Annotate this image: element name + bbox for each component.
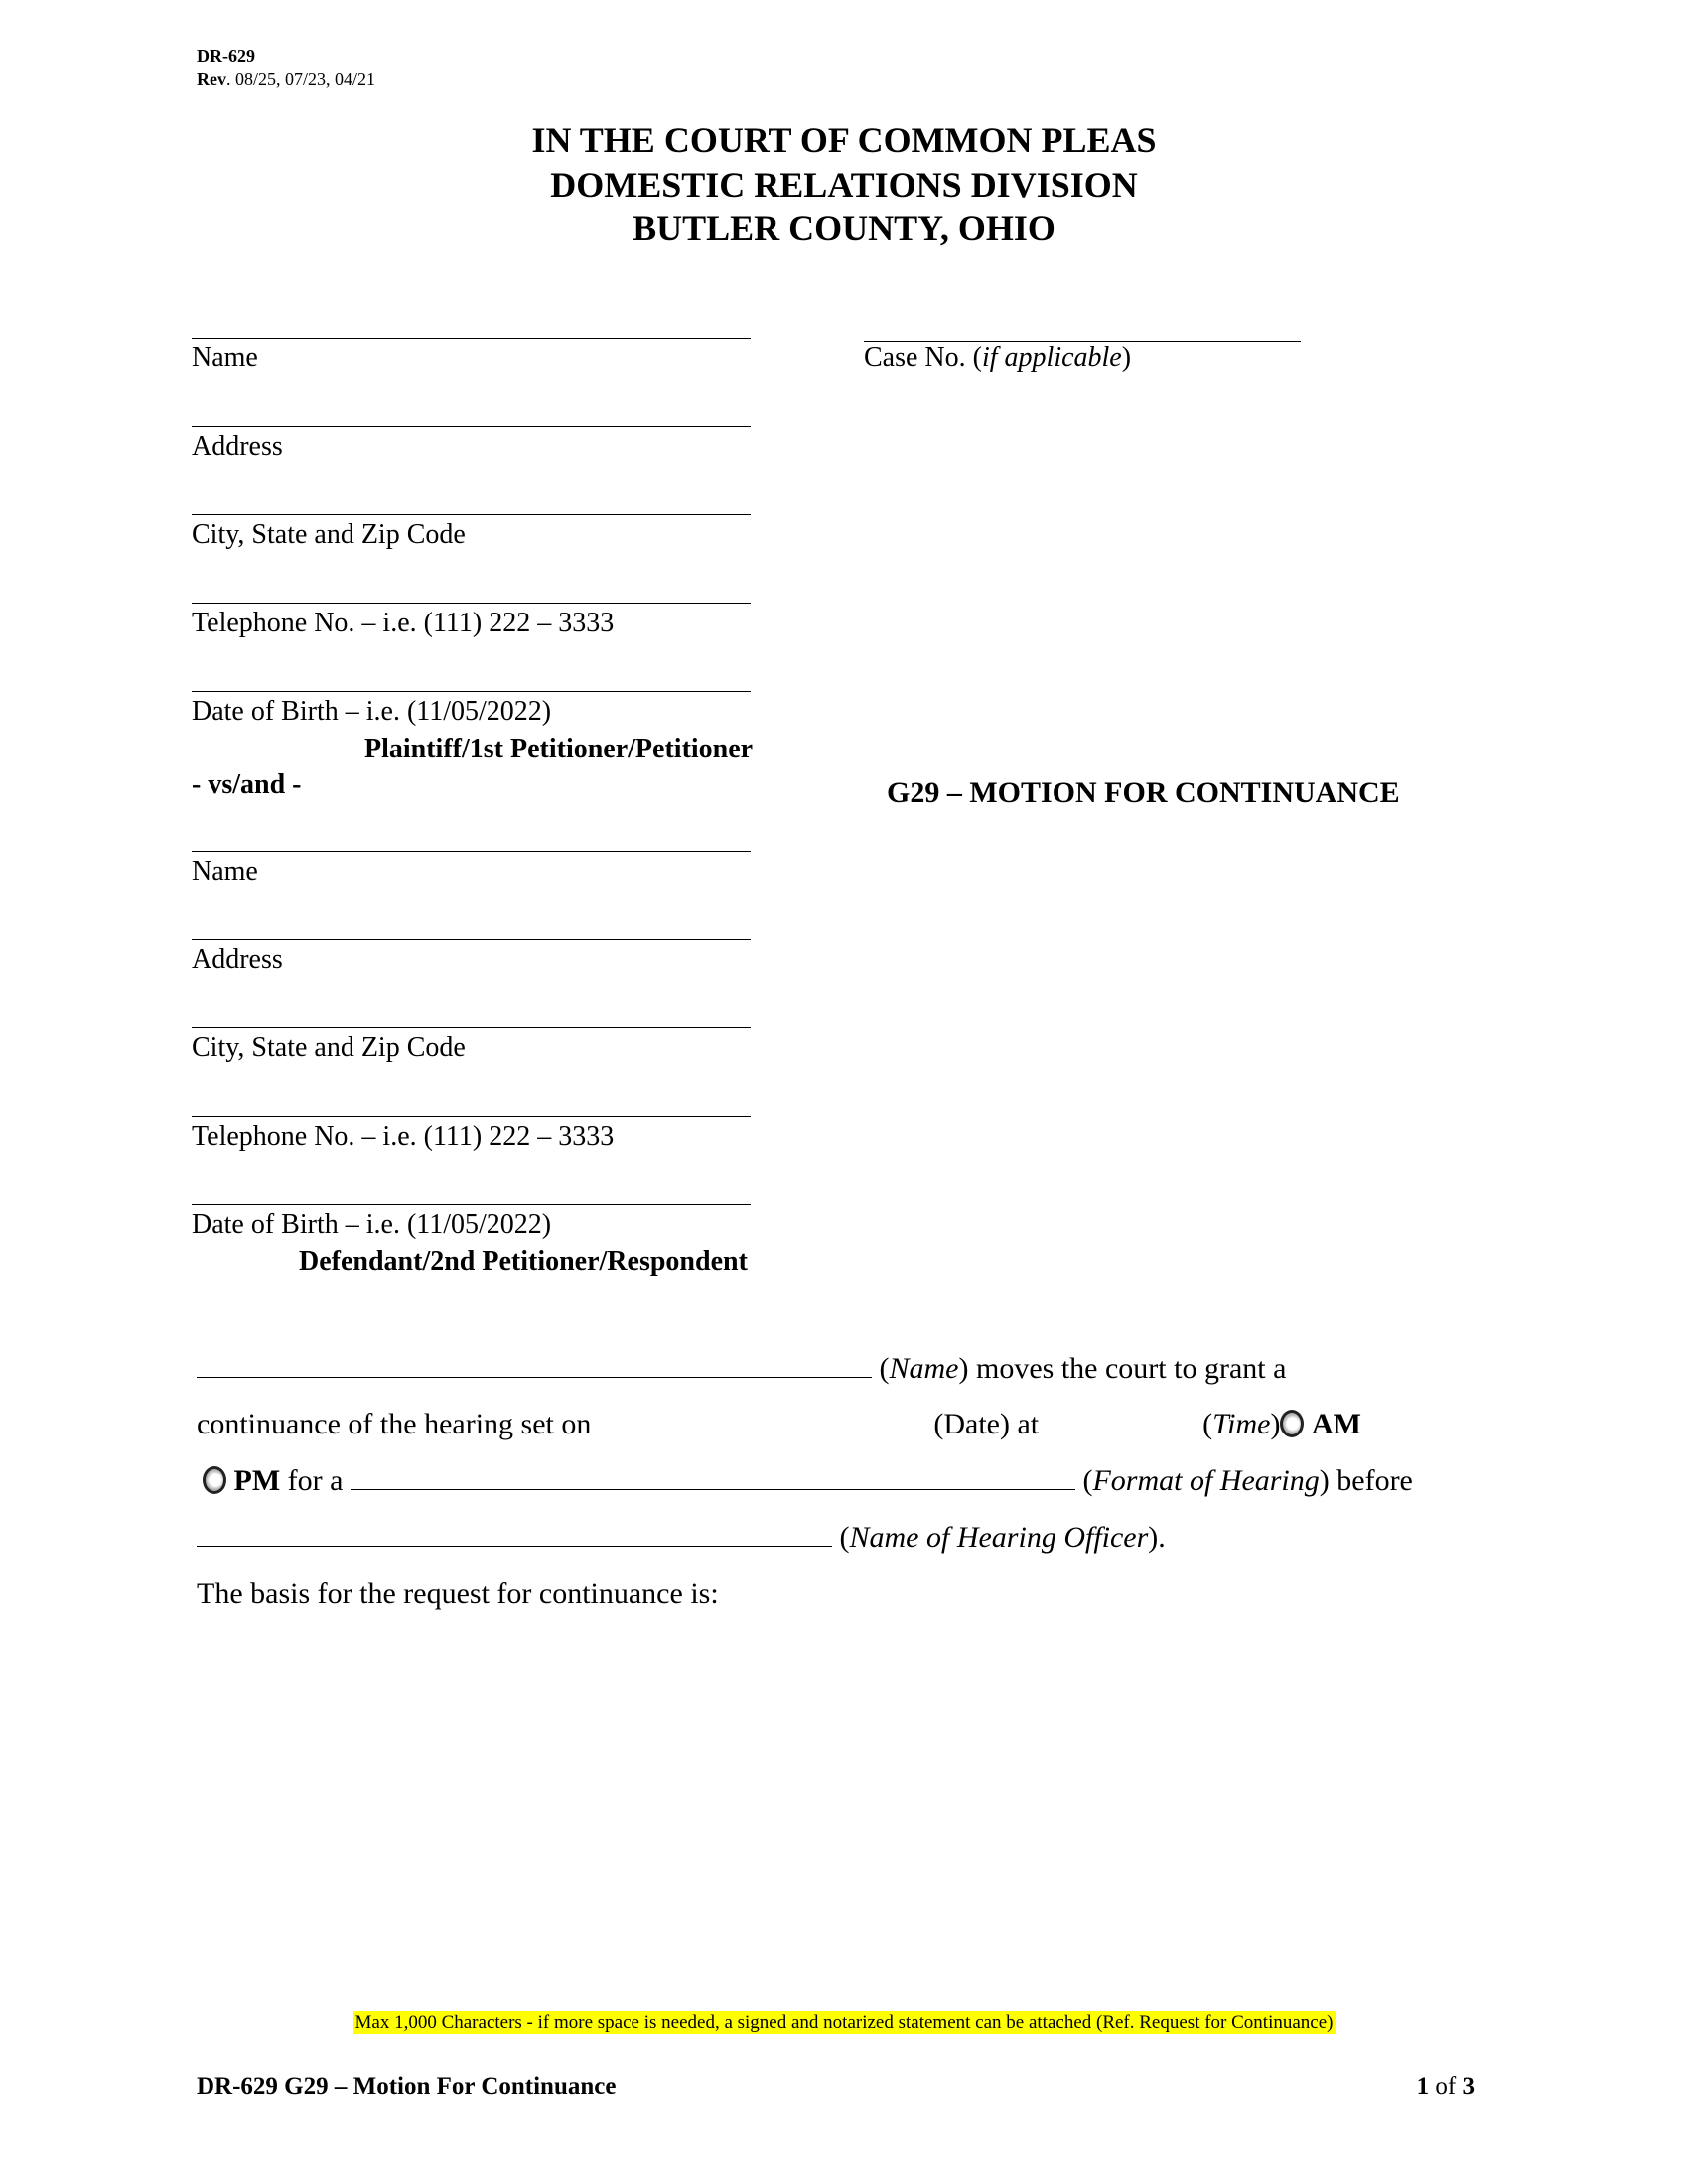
plaintiff-telephone-label: Telephone No. – i.e. (111) 222 – 3333	[192, 608, 615, 638]
revision-label: Rev	[197, 69, 226, 89]
court-name-line-3: BUTLER COUNTY, OHIO	[633, 208, 1055, 248]
motion-line-2: continuance of the hearing set on (Date) at (Time) AM	[197, 1408, 1361, 1440]
plaintiff-telephone-field[interactable]	[192, 603, 751, 604]
case-number-hint: if applicable	[981, 342, 1122, 373]
plaintiff-name-field[interactable]	[192, 338, 751, 339]
court-name-line-1: IN THE COURT OF COMMON PLEAS	[531, 120, 1157, 160]
plaintiff-name-label: Name	[192, 342, 258, 373]
time-hint: Time	[1212, 1408, 1271, 1440]
pm-radio[interactable]	[203, 1466, 226, 1494]
character-limit-note: Max 1,000 Characters - if more space is needed, a signed and notarized statement can be attached (Ref. Request for Continuance)	[354, 2012, 1334, 2033]
defendant-city-field[interactable]	[192, 1027, 751, 1028]
defendant-dob-label: Date of Birth – i.e. (11/05/2022)	[192, 1209, 552, 1240]
document-title: G29 – MOTION FOR CONTINUANCE	[887, 776, 1400, 809]
motion-line-1: (Name) moves the court to grant a	[197, 1352, 1286, 1386]
plaintiff-address-label: Address	[192, 431, 283, 462]
format-hint: Format of Hearing	[1092, 1464, 1320, 1497]
plaintiff-address-field[interactable]	[192, 426, 751, 427]
plaintiff-role: Plaintiff/1st Petitioner/Petitioner	[364, 734, 754, 764]
revision-info	[197, 69, 375, 90]
defendant-telephone-label: Telephone No. – i.e. (111) 222 – 3333	[192, 1121, 615, 1152]
defendant-name-label: Name	[192, 856, 258, 887]
motion-line-4: (Name of Hearing Officer).	[197, 1521, 1166, 1555]
plaintiff-dob-field[interactable]	[192, 691, 751, 692]
pm-label: PM	[233, 1464, 281, 1497]
officer-hint: Name of Hearing Officer	[849, 1521, 1149, 1554]
versus-label: - vs/and -	[192, 769, 302, 800]
defendant-telephone-field[interactable]	[192, 1116, 751, 1117]
plaintiff-city-field[interactable]	[192, 514, 751, 515]
hearing-format-field[interactable]	[351, 1488, 1075, 1490]
case-number-label: Case No. (if applicable)	[864, 342, 1132, 373]
basis-text-area[interactable]	[197, 1628, 1487, 2005]
plaintiff-city-label: City, State and Zip Code	[192, 519, 466, 550]
defendant-name-field[interactable]	[192, 851, 751, 852]
page-number: 1 of 3	[1416, 2073, 1475, 2100]
movant-name-field[interactable]	[197, 1376, 872, 1378]
defendant-address-label: Address	[192, 944, 283, 975]
am-radio[interactable]	[1280, 1410, 1304, 1437]
basis-label: The basis for the request for continuance is:	[197, 1577, 719, 1610]
defendant-city-label: City, State and Zip Code	[192, 1032, 466, 1063]
motion-line-3: PM for a (Format of Hearing) before	[203, 1464, 1413, 1498]
form-number: DR-629	[197, 46, 255, 66]
am-label: AM	[1311, 1408, 1361, 1440]
movant-name-hint: Name	[889, 1352, 959, 1385]
defendant-address-field[interactable]	[192, 939, 751, 940]
plaintiff-dob-label: Date of Birth – i.e. (11/05/2022)	[192, 696, 552, 727]
hearing-officer-field[interactable]	[197, 1545, 832, 1547]
defendant-role: Defendant/2nd Petitioner/Respondent	[299, 1246, 748, 1277]
defendant-dob-field[interactable]	[192, 1204, 751, 1205]
revision-dates: . 08/25, 07/23, 04/21	[226, 69, 376, 89]
hearing-date-field[interactable]	[599, 1432, 926, 1433]
footer-document-label: DR-629 G29 – Motion For Continuance	[197, 2073, 617, 2100]
court-name-line-2: DOMESTIC RELATIONS DIVISION	[550, 165, 1138, 205]
hearing-time-field[interactable]	[1047, 1432, 1196, 1433]
